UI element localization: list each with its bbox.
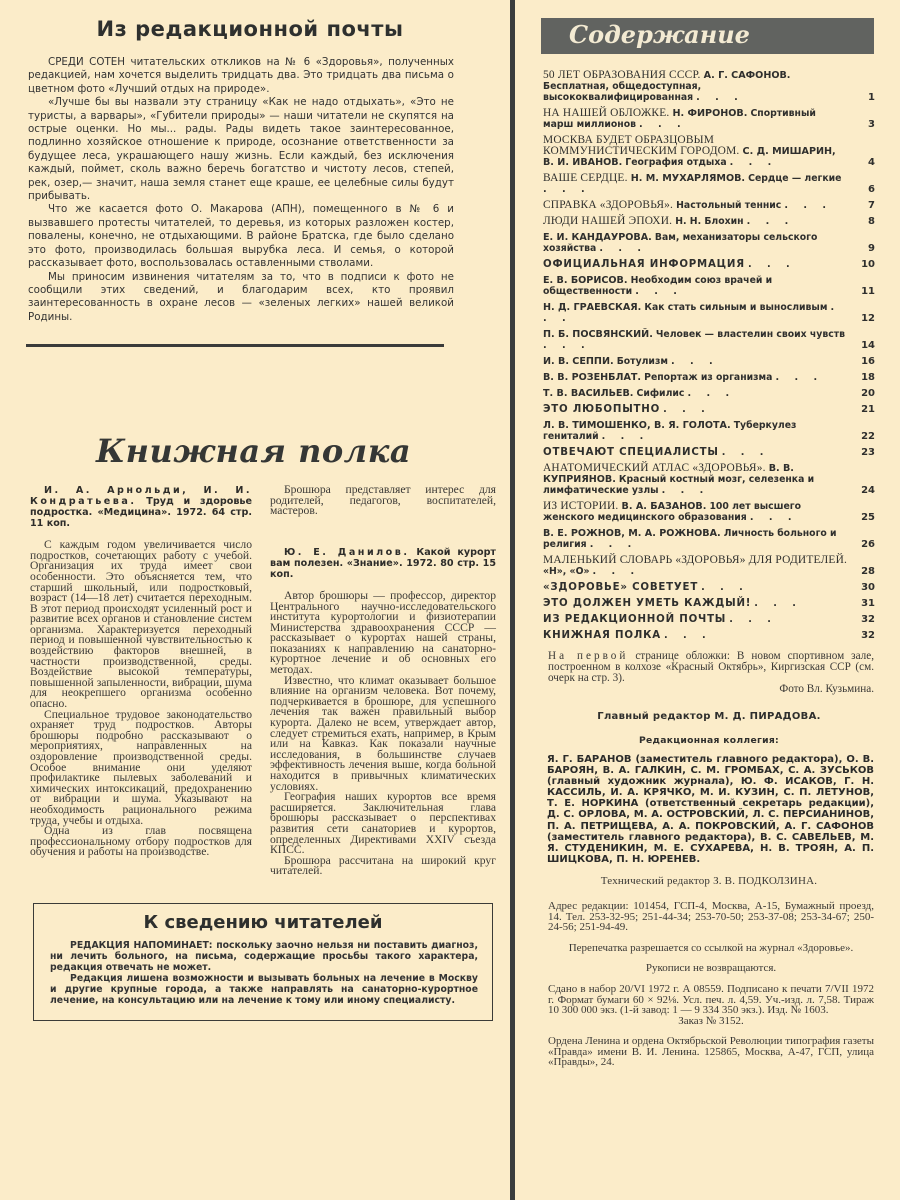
mail-section-body xyxy=(28,56,454,324)
toc-page-number: 6 xyxy=(868,184,875,195)
toc-page-number: 11 xyxy=(861,286,875,297)
leader-dots: . . . xyxy=(543,184,591,195)
toc-entry[interactable] xyxy=(543,329,875,351)
toc-entry[interactable] xyxy=(543,200,875,211)
toc-rubric: АНАТОМИЧЕСКИЙ АТЛАС «ЗДОРОВЬЯ». xyxy=(543,462,766,474)
toc-entry[interactable] xyxy=(543,275,875,297)
section-divider xyxy=(26,344,444,347)
mail-section-title: Из редакционной почты xyxy=(96,17,404,41)
notice-text: поскольку заочно нельзя ни поставить диагноз, ни лечить больного, на письма, содержащие просьбы такого характера, редакция отвечать не может. xyxy=(50,939,478,973)
toc-title-text: Бесплатная, общедоступная, высококвалифицированная xyxy=(543,81,702,103)
toc-page-number: 12 xyxy=(861,313,875,324)
leader-dots: . . . xyxy=(599,243,648,254)
leader-dots: . . . xyxy=(592,566,641,577)
toc-author: Н. Д. ГРАЕВСКАЯ. xyxy=(543,302,642,313)
toc-title-text: ЭТО ДОЛЖЕН УМЕТЬ КАЖДЫЙ! xyxy=(543,598,752,609)
toc-title-text: «Н», «О» xyxy=(543,566,590,577)
toc-title-text: География отдыха xyxy=(625,157,727,168)
toc-entry[interactable] xyxy=(543,528,875,550)
toc-author: В. В. РОЗЕНБЛАТ. xyxy=(543,372,642,383)
toc-page-number: 9 xyxy=(868,243,875,254)
leader-dots: . . . xyxy=(749,512,798,523)
manuscripts-note: Рукописи не возвращаются. xyxy=(645,962,777,975)
leader-dots: . . . xyxy=(543,340,591,351)
mail-paragraph: СРЕДИ СОТЕН читательских откликов на № 6 «Здоровья», полученных редакцией, нам хочется выделить тридцать два. Это тридцать два письма о цветном фото «Лучший отдых на природе». xyxy=(28,56,454,95)
toc-entry[interactable] xyxy=(543,302,875,324)
toc-page-number: 30 xyxy=(861,582,875,593)
toc-entry[interactable] xyxy=(543,108,875,130)
leader-dots: . . . xyxy=(635,286,683,297)
editorial-board-heading: Редакционная коллегия: xyxy=(638,735,780,746)
toc-entry[interactable] xyxy=(543,173,875,195)
review-paragraph: Автор брошюры — профессор, директор Центрального научно-исследовательского института курортологии и физиотерапии Министерства здравоохранения СССР — рассказывает о курортах нашей страны, показаниях к направлению на санаторно-курортное лечение и об основных его методах. xyxy=(270,588,496,677)
mail-paragraph: Мы приносим извинения читателям за то, что в подписи к фото не сообщили этих сведений, и благодарим всех, кто проявил заинтересованность в охране лесов — «зеленых легких» нашей великой Родины. xyxy=(28,270,454,323)
toc-page-number: 10 xyxy=(861,259,875,270)
toc-author: Т. В. ВАСИЛЬЕВ. xyxy=(543,388,634,399)
toc-title-text: Репортаж из организма xyxy=(644,372,773,383)
toc-title-text: КНИЖНАЯ ПОЛКА xyxy=(543,630,661,641)
toc-title-text: Сифилис xyxy=(636,388,685,399)
imprint-text: Сдано в набор 20/VI 1972 г. А 08559. Подписано к печати 7/VII 1972 г. Формат бумаги 60 × 92⅛. Усл. печ. л. 4,59. Уч.-изд. л. 7,58. Тираж 10 300 000 экз. (1-й завод: 1 — 9 334 350 экз.). Изд. № 1603. xyxy=(548,982,874,1017)
toc-entry[interactable] xyxy=(543,388,875,399)
print-imprint xyxy=(548,984,874,1026)
toc-rubric: НА НАШЕЙ ОБЛОЖКЕ. xyxy=(543,107,670,119)
toc-rubric: МАЛЕНЬКИЙ СЛОВАРЬ «ЗДОРОВЬЯ» ДЛЯ РОДИТЕЛЕЙ. xyxy=(543,554,848,566)
book-review-1 xyxy=(30,485,252,858)
toc-page-number: 28 xyxy=(861,566,875,577)
notice-title: К сведению читателей xyxy=(143,911,383,933)
toc-page-number: 18 xyxy=(861,372,875,383)
toc-rubric: СПРАВКА «ЗДОРОВЬЯ». xyxy=(543,199,674,211)
toc-entry[interactable] xyxy=(543,216,875,227)
editorial-address: Адрес редакции: 101454, ГСП-4, Москва, А-15, Бумажный проезд, 14. Тел. 253-32-95; 251-44-34; 253-70-50; 253-37-08; 253-34-67; 250-24-56; 251-94-49. xyxy=(548,899,874,934)
toc-title-text: Туберкулез гениталий xyxy=(543,420,797,442)
toc-entry[interactable] xyxy=(543,555,875,577)
toc-title-text: Н. Н. Блохин xyxy=(675,216,744,227)
leader-dots: . . . xyxy=(601,431,650,442)
leader-dots: . . . xyxy=(687,388,736,399)
toc-author: Е. В. БОРИСОВ. xyxy=(543,275,628,286)
toc-title-text: ОФИЦИАЛЬНАЯ ИНФОРМАЦИЯ xyxy=(543,259,745,270)
toc-title-text: Необходим союз врачей и общественности xyxy=(543,275,773,297)
toc-author: В. В. КУПРИЯНОВ. xyxy=(543,463,794,485)
cover-note xyxy=(548,651,874,695)
review-paragraph: География наших курортов все время расширяется. Заключительная глава брошюры рассказывает о перспективах развития сети санаториев и курортов, определенных Директивами XXIV съезда КПСС. xyxy=(270,790,496,857)
leader-dots: . . . xyxy=(775,372,824,383)
leader-dots: . . . xyxy=(729,157,778,168)
book-authors: Ю. Е. Данилов. xyxy=(284,546,410,558)
editorial-board-list: Я. Г. БАРАНОВ (заместитель главного редактора), О. В. БАРОЯН, В. А. ГАЛКИН, С. М. ГРОМБАХ, С. А. ЗУСЬКОВ (главный художник журнала), Ю. Ф. ИСАКОВ, Г. Н. КАССИЛЬ, И. А. КРЯЧКО, М. И. КУЗИН, С. П. ЛЕТУНОВ, Т. Е. НОРКИНА (ответственный секретарь редакции), Д. С. ОРЛОВА, М. А. ОСТРОВСКИЙ, Л. С. ПЕРСИАНИНОВ, П. А. ПЕТРИЩЕВА, А. А. ПОКРОВСКИЙ, А. Г. САФОНОВ (заместитель главного редактора), В. С. САВЕЛЬЕВ, М. Я. СТУДЕНИКИН, М. Е. СУХАРЕВА, Н. В. ТРОЯН, А. П. ШИЦКОВА, П. Н. ЮРЕНЕВ. xyxy=(547,754,874,865)
toc-page-number: 23 xyxy=(861,447,875,458)
right-column xyxy=(541,18,875,1088)
leader-dots: . . . xyxy=(701,582,749,593)
book-reference xyxy=(30,485,252,529)
toc-page-number: 31 xyxy=(861,598,875,609)
toc-rubric: МОСКВА БУДЕТ ОБРАЗЦОВЫМ КОММУНИСТИЧЕСКИМ ГОРОДОМ. xyxy=(543,134,740,157)
toc-author: А. Г. САФОНОВ. xyxy=(703,70,791,81)
toc-entry[interactable] xyxy=(543,70,875,103)
notice-lead: РЕДАКЦИЯ НАПОМИНАЕТ: xyxy=(70,939,213,951)
toc-author: Л. В. ТИМОШЕНКО, В. Я. ГОЛОТА. xyxy=(543,420,731,431)
leader-dots: . . . xyxy=(721,447,770,458)
toc-page-number: 16 xyxy=(861,356,875,367)
toc-entry[interactable] xyxy=(543,463,875,496)
leader-dots: . . . xyxy=(729,614,777,625)
order-number: Заказ № 3152. xyxy=(678,1014,744,1027)
toc-title-text: Красный костный мозг, селезенка и лимфатические узлы xyxy=(543,474,815,496)
mail-paragraph: «Лучше бы вы назвали эту страницу «Как не надо отдыхать», «Это не туристы, а варвары», «Губители природы» — наши читатели не скупятся на острые оценки. Но мы... рады. Рады видеть такое заинтересованное, подлинно хозяйское отношение к природе, осознание ответственности за будущее леса, украшающего нашу жизнь. Если каждый, без исключения каждый, поймет, сколь важно беречь богатство и чистоту лесов, степей, рек, озер,— значит, наша земля станет еще краше, ее целебные силы будут прибывать. xyxy=(28,96,454,203)
review-paragraph: Специальное трудовое законодательство охраняет труд подростков. Авторы брошюры подробно рассказывают о мероприятиях, направленных на оздоровление производственной среды. Особое внимание они уделяют профилактике пылевых заболеваний и химических интоксикаций, предохранению от вибрации и шума. Указывают на необходимость рационального режима труда, учебы и отдыха. xyxy=(30,707,252,827)
toc-rubric: ИЗ ИСТОРИИ. xyxy=(543,500,619,512)
reader-notice-box xyxy=(33,903,493,1021)
toc-page-number: 24 xyxy=(861,485,875,496)
toc-title-text: ИЗ РЕДАКЦИОННОЙ ПОЧТЫ xyxy=(543,614,727,625)
toc-page-number: 14 xyxy=(861,340,875,351)
toc-entry[interactable] xyxy=(543,372,875,383)
column-divider xyxy=(510,0,515,1200)
toc-page-number: 26 xyxy=(861,539,875,550)
book-details: Труд и здоровье подростка. «Медицина». 1972. 64 стр. 11 коп. xyxy=(30,496,252,530)
book-review-2 xyxy=(270,485,496,877)
toc-page-number: 20 xyxy=(861,388,875,399)
toc-title: Содержание xyxy=(569,20,750,49)
toc-entry[interactable] xyxy=(543,630,875,641)
leader-dots: . . . xyxy=(639,119,687,130)
table-of-contents xyxy=(543,70,875,641)
toc-rubric: ЛЮДИ НАШЕЙ ЭПОХИ. xyxy=(543,215,673,227)
leader-dots: . . . xyxy=(747,259,796,270)
toc-entry[interactable] xyxy=(543,135,875,168)
book-review-columns xyxy=(30,485,496,877)
toc-entry[interactable] xyxy=(543,598,875,609)
cover-note-lead: На первой xyxy=(548,650,629,662)
toc-page-number: 25 xyxy=(861,512,875,523)
toc-page-number: 21 xyxy=(861,404,875,415)
toc-page-number: 32 xyxy=(861,630,875,641)
toc-title-text: «ЗДОРОВЬЕ» СОВЕТУЕТ xyxy=(543,582,699,593)
toc-page-number: 32 xyxy=(861,614,875,625)
toc-title-text: Сердце — легкие xyxy=(748,173,842,184)
book-authors: И. А. Арнольди, И. И. Кондратьева. xyxy=(30,485,252,508)
toc-entry[interactable] xyxy=(543,232,875,254)
toc-title-text: Вам, механизаторы сельского хозяйства xyxy=(543,232,818,254)
toc-entry[interactable] xyxy=(543,582,875,593)
toc-author: Н. ФИРОНОВ. xyxy=(672,108,748,119)
leader-dots: . . . xyxy=(589,539,638,550)
toc-entry[interactable] xyxy=(543,614,875,625)
toc-page-number: 3 xyxy=(868,119,875,130)
review-paragraph: Известно, что климат оказывает большое влияние на организм человека. Вот почему, подчеркивается в брошюре, для успешного лечения так важен правильный выбор курорта. Далеко не всем, утверждает автор, следует стремиться ехать, например, в Крым или на Кавказ. Как показали научные исследования, в большинстве случаев эффективность лечения выше, когда больной находится в привычных климатических условиях. xyxy=(270,673,496,793)
review-paragraph: Одна из глав посвящена профессиональному отбору подростков для обучения и работы на производстве. xyxy=(30,824,252,859)
review-paragraph: Брошюра рассчитана на широкий круг читателей. xyxy=(270,853,496,878)
toc-author: И. В. СЕППИ. xyxy=(543,356,614,367)
leader-dots: . . . xyxy=(754,598,802,609)
toc-entry[interactable] xyxy=(543,420,875,442)
mail-paragraph: Что же касается фото О. Макарова (АПН), помещенного в № 6 и вызвавшего протесты читателей, то деревья, из которых разложен костер, повалены, конечно, не отдыхающими. В районе Братска, где было сделано это фото, производилась большая вырубка леса. И семья, о которой рассказывает фото, воспользовалась оставленными стволами. xyxy=(28,203,454,270)
leader-dots: . . . xyxy=(696,92,744,103)
toc-entry[interactable] xyxy=(543,501,875,523)
toc-author: С. Д. МИШАРИН, В. И. ИВАНОВ. xyxy=(543,146,836,168)
leader-dots: . . . xyxy=(663,630,712,641)
toc-title-text: Человек — властелин своих чувств xyxy=(655,329,845,340)
book-details: Какой курорт вам полезен. «Знание». 1972. 80 стр. 15 коп. xyxy=(270,546,496,580)
toc-author: Н. М. МУХАРЛЯМОВ. xyxy=(630,173,746,184)
leader-dots: . . . xyxy=(663,404,711,415)
toc-author: В. А. БАЗАНОВ. xyxy=(621,501,707,512)
toc-title-text: ЭТО ЛЮБОПЫТНО xyxy=(543,404,661,415)
review-closing: Брошюра представляет интерес для родителей, педагогов, воспитателей, мастеров. xyxy=(270,483,496,518)
toc-title-text: Настольный теннис xyxy=(676,200,782,211)
toc-entry[interactable] xyxy=(543,404,875,415)
toc-page-number: 22 xyxy=(861,431,875,442)
toc-title-text: Спортивный марш миллионов xyxy=(543,108,816,130)
toc-page-number: 4 xyxy=(868,157,875,168)
toc-page-number: 1 xyxy=(868,92,875,103)
toc-title-text: ОТВЕЧАЮТ СПЕЦИАЛИСТЫ xyxy=(543,447,719,458)
leader-dots: . . . xyxy=(784,200,833,211)
book-reference xyxy=(270,547,496,580)
chief-editor: Главный редактор М. Д. ПИРАДОВА. xyxy=(597,711,821,722)
leader-dots: . . . xyxy=(661,485,710,496)
toc-banner xyxy=(541,18,874,54)
printer-info: Ордена Ленина и ордена Октябрьской Революции типография газеты «Правда» имени В. И. Ленина. 125865, Москва, А-47, ГСП, улица «Правды», 24. xyxy=(548,1035,874,1069)
toc-rubric: ВАШЕ СЕРДЦЕ. xyxy=(543,172,628,184)
bookshelf-title: Книжная полка xyxy=(96,432,412,471)
toc-entry[interactable] xyxy=(543,259,875,270)
toc-title-text: 100 лет высшего женского медицинского образования xyxy=(543,501,802,523)
cover-note-text: странице обложки: В новом спортивном зале, построенном в колхозе «Красный Октябрь», Киргизская ССР (см. очерк на стр. 3). xyxy=(548,650,874,684)
notice-text: Редакция лишена возможности и вызывать больных на лечение в Москву и другие крупные города, а также направлять на санаторно-курортное лечение, на консультацию или на лечение к тому или иному специалисту. xyxy=(50,972,478,1006)
toc-author: Е. И. КАНДАУРОВА. xyxy=(543,232,652,243)
toc-entry[interactable] xyxy=(543,447,875,458)
toc-rubric: 50 ЛЕТ ОБРАЗОВАНИЯ СССР. xyxy=(543,69,701,81)
leader-dots: . . . xyxy=(746,216,795,227)
leader-dots: . . . xyxy=(671,356,719,367)
toc-title-text: Как стать сильным и выносливым xyxy=(644,302,828,313)
toc-page-number: 8 xyxy=(868,216,875,227)
toc-author: В. Е. РОЖНОВ, М. А. РОЖНОВА. xyxy=(543,528,721,539)
technical-editor: Технический редактор З. В. ПОДКОЛЗИНА. xyxy=(600,874,818,887)
left-column xyxy=(0,0,500,1041)
toc-page-number: 7 xyxy=(868,200,875,211)
toc-title-text: Ботулизм xyxy=(616,356,668,367)
reprint-note: Перепечатка разрешается со ссылкой на журнал «Здоровье». xyxy=(568,941,854,954)
leader-dots: . . . xyxy=(543,302,841,324)
toc-title-text: Личность больного и религия xyxy=(543,528,837,550)
notice-body xyxy=(50,940,478,1006)
toc-entry[interactable] xyxy=(543,356,875,367)
photo-credit: Фото Вл. Кузьмина. xyxy=(779,683,874,695)
review-paragraph: С каждым годом увеличивается число подростков, сочетающих работу с учебой. Организация их труда имеет свои особенности. Это объясняется тем, что старший школьный, или подростковый, возраст (14—18 лет) считается переходным. В этот период происходят усиленный рост и развитие всех органов и становление систем организма. Характеризуется переходный период и повышенной чувствительностью к воздействию факторов внешней, в частности производственной, среды. Воздействие высокой температуры, повышенной запыленности, вибрации, шума для неокрепшего организма особенно опасно. xyxy=(30,538,252,711)
toc-author: П. Б. ПОСВЯНСКИЙ. xyxy=(543,329,653,340)
